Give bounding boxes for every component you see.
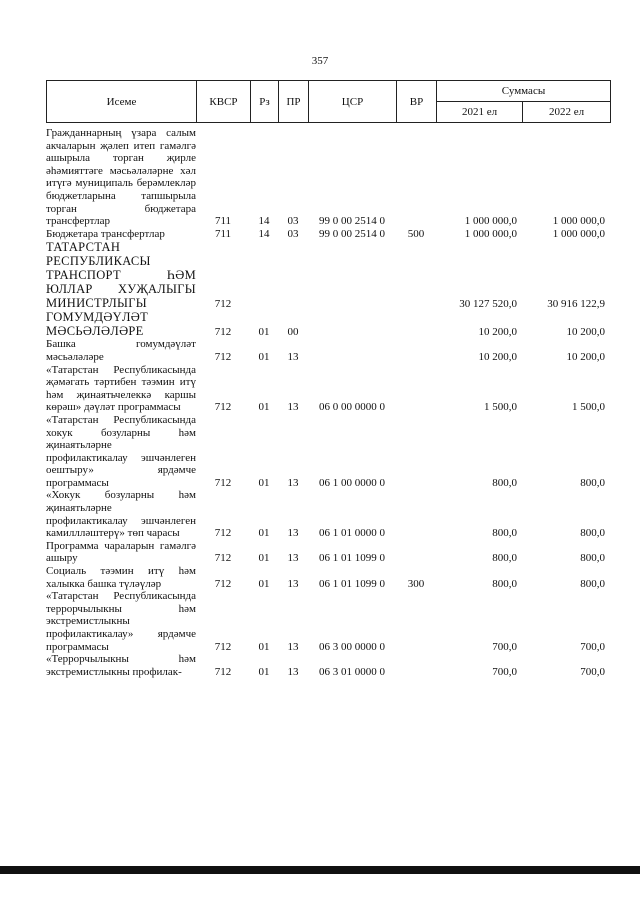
- row-sum-2021: 1 000 000,0: [464, 227, 517, 240]
- row-name: Социаль тәэмин итү һәм халыкка башка түләүләр: [46, 565, 196, 590]
- row-sum-2022: 10 200,0: [566, 325, 605, 338]
- row-kvsr: 712: [214, 350, 232, 363]
- header-year-2022: 2022 ел: [523, 102, 611, 123]
- row-csr: 06 1 01 1099 0: [319, 552, 385, 565]
- row-sum-2022: 1 000 000,0: [552, 227, 605, 240]
- row-pr: 03: [287, 227, 299, 240]
- row-rz: 01: [258, 476, 270, 489]
- row-kvsr: 712: [214, 401, 232, 414]
- row-csr: 06 0 00 0000 0: [319, 401, 385, 414]
- row-pr: 13: [287, 640, 299, 653]
- row-name: «Татарстан Республикасында җәмәгать тәртибен тәэмин итү һәм җинаятьчелеккә каршы көрәш» дәүләт программасы: [46, 363, 196, 414]
- row-rz: 14: [258, 215, 270, 228]
- scan-edge-bar: [0, 866, 640, 874]
- row-sum-2021: 700,0: [492, 640, 517, 653]
- row-rz: 14: [258, 227, 270, 240]
- row-kvsr: 712: [214, 552, 232, 565]
- row-kvsr: 712: [214, 297, 232, 310]
- row-name: Программа чараларын гамәлгә ашыру: [46, 539, 196, 565]
- row-name: Гражданнарның үзара салым акчаларын җәлеп итеп гамәлгә ашырыла торган җирле әһәмияттәге мәсьәләләрне хәл итүгә муниципаль берәмлекләр бюджетларына тапшырыла торган бюджетара трансфертлар: [46, 127, 196, 228]
- row-sum-2021: 700,0: [492, 665, 517, 678]
- row-pr: 13: [287, 401, 299, 414]
- row-rz: 01: [258, 665, 270, 678]
- row-pr: 03: [287, 215, 299, 228]
- row-sum-2021: 800,0: [492, 476, 517, 489]
- row-name: ГОМУМДӘҮЛӘТ МӘСЬӘЛӘЛӘРЕ: [46, 310, 149, 339]
- row-rz: 01: [258, 350, 270, 363]
- row-rz: 01: [258, 325, 270, 338]
- row-csr: 06 1 01 0000 0: [319, 527, 385, 540]
- row-kvsr: 712: [214, 476, 232, 489]
- table-row: [46, 489, 610, 539]
- table-row: [46, 565, 610, 590]
- row-sum-2022: 1 500,0: [572, 401, 605, 414]
- row-sum-2022: 800,0: [580, 552, 605, 565]
- table-row: [46, 653, 610, 678]
- row-csr: 06 3 01 0000 0: [319, 665, 385, 678]
- row-pr: 13: [287, 527, 299, 540]
- table-header: [46, 80, 611, 123]
- row-pr: 13: [287, 350, 299, 363]
- row-csr: 99 0 00 2514 0: [319, 215, 385, 228]
- row-sum-2021: 800,0: [492, 527, 517, 540]
- row-rz: 01: [258, 577, 270, 590]
- row-kvsr: 712: [214, 325, 232, 338]
- table-row: [46, 590, 610, 653]
- row-name: «Татарстан Республикасында хокук бозуларны һәм җинаятьләрне профилактикалау эшчәнлеген оештыру» ярдәмче программасы: [46, 413, 196, 489]
- row-kvsr: 712: [214, 577, 232, 590]
- row-sum-2022: 800,0: [580, 577, 605, 590]
- row-sum-2022: 700,0: [580, 665, 605, 678]
- row-sum-2022: 700,0: [580, 640, 605, 653]
- row-sum-2021: 10 200,0: [478, 325, 517, 338]
- row-rz: 01: [258, 640, 270, 653]
- row-sum-2021: 30 127 520,0: [459, 297, 517, 310]
- row-sum-2021: 1 500,0: [484, 401, 517, 414]
- row-rz: 01: [258, 527, 270, 540]
- table-row: [46, 414, 610, 490]
- row-kvsr: 712: [214, 640, 232, 653]
- row-sum-2022: 800,0: [580, 476, 605, 489]
- row-csr: 06 3 00 0000 0: [319, 640, 385, 653]
- table-row: [46, 310, 610, 338]
- header-name: Исеме: [47, 81, 197, 123]
- row-kvsr: 712: [214, 665, 232, 678]
- row-pr: 13: [287, 577, 299, 590]
- header-rz: Рз: [251, 81, 279, 123]
- header-sums: Суммасы: [437, 81, 611, 102]
- table-row: [46, 228, 610, 241]
- page-number: 357: [311, 55, 329, 67]
- table-row: [46, 338, 610, 363]
- row-rz: 01: [258, 552, 270, 565]
- table-body: [46, 127, 610, 678]
- row-sum-2022: 30 916 122,9: [547, 297, 605, 310]
- row-name: Бюджетара трансфертлар: [46, 227, 165, 240]
- row-name: «Татарстан Республикасында террорчылыкны һәм экстремистлыкны профилактикалау» ярдәмче программасы: [46, 590, 196, 653]
- row-csr: 99 0 00 2514 0: [319, 227, 385, 240]
- header-year-2021: 2021 ел: [437, 102, 523, 123]
- row-pr: 00: [287, 325, 299, 338]
- row-name: «Хокук бозуларны һәм җинаятьләрне профилактикалау эшчәнлеген камиллләштерү» төп чарасы: [46, 489, 196, 540]
- header-pr: ПР: [279, 81, 309, 123]
- row-pr: 13: [287, 552, 299, 565]
- row-sum-2022: 1 000 000,0: [552, 215, 605, 228]
- row-csr: 06 1 00 0000 0: [319, 476, 385, 489]
- table-row: [46, 240, 610, 310]
- header-vr: ВР: [397, 81, 437, 123]
- row-vr: 500: [407, 227, 425, 240]
- row-sum-2021: 1 000 000,0: [464, 215, 517, 228]
- header-kvsr: КВСР: [197, 81, 251, 123]
- row-name: ТАТАРСТАН РЕСПУБЛИКАСЫ ТРАНСПОРТ ҺӘМ ЮЛЛАР ХУҖАЛЫГЫ МИНИСТРЛЫГЫ: [46, 240, 196, 311]
- header-csr: ЦСР: [309, 81, 397, 123]
- row-name: Башка гомумдәүләт мәсьәләләре: [46, 338, 196, 363]
- row-pr: 13: [287, 665, 299, 678]
- row-pr: 13: [287, 476, 299, 489]
- row-kvsr: 711: [214, 227, 232, 240]
- row-name: «Террорчылыкны һәм экстремистлыкны профилак-: [46, 653, 196, 678]
- row-kvsr: 712: [214, 527, 232, 540]
- row-sum-2021: 800,0: [492, 577, 517, 590]
- row-sum-2021: 800,0: [492, 552, 517, 565]
- row-sum-2021: 10 200,0: [478, 350, 517, 363]
- row-rz: 01: [258, 401, 270, 414]
- table-row: [46, 127, 610, 228]
- row-sum-2022: 10 200,0: [566, 350, 605, 363]
- row-kvsr: 711: [214, 215, 232, 228]
- table-row: [46, 364, 610, 414]
- table-row: [46, 540, 610, 565]
- row-csr: 06 1 01 1099 0: [319, 577, 385, 590]
- row-vr: 300: [407, 577, 425, 590]
- row-sum-2022: 800,0: [580, 527, 605, 540]
